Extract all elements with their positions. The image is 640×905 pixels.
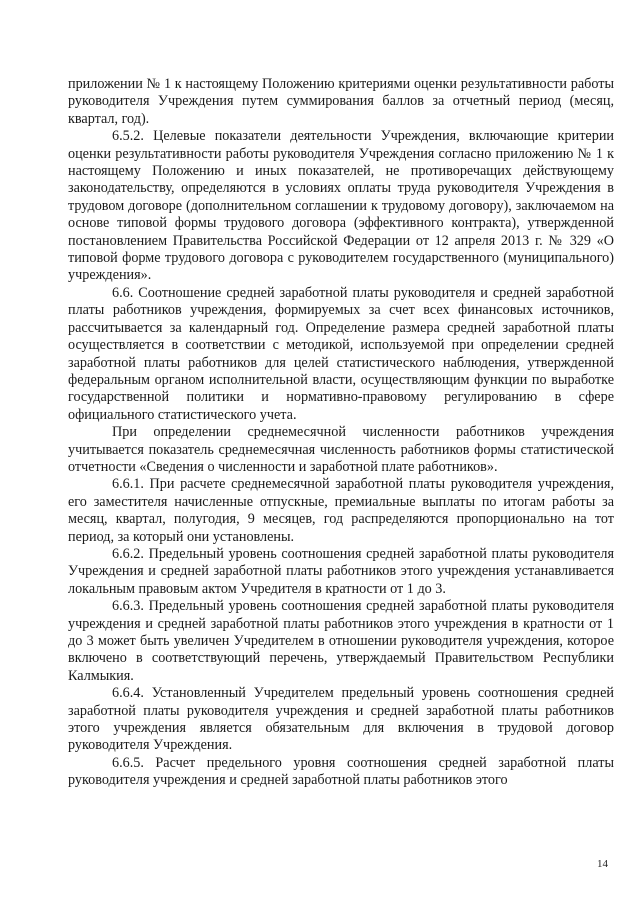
page-number: 14 (597, 858, 608, 870)
paragraph-6-6: 6.6. Соотношение средней заработной платы руководителя и средней заработной платы работников учреждения, формируемых за счет всех финансовых источников, рассчитывается за календарный год. Определение размера средней заработной платы осуществляется в соответствии с методикой, используемой при определении средней заработной платы работников для целей статистического наблюдения, утвержденной федеральным органом исполнительной власти, осуществляющим функции по выработке государственной политики и нормативно-правовому регулированию в сфере официального статистического учета. (68, 284, 614, 423)
paragraph-6-6-5: 6.6.5. Расчет предельного уровня соотношения средней заработной платы руководителя учреждения и средней заработной платы работников этого (68, 754, 614, 789)
paragraph-6-6-2: 6.6.2. Предельный уровень соотношения средней заработной платы руководителя Учреждения и средней заработной платы работников этого учреждения устанавливается локальным правовым актом Учредителя в кратности от 1 до 3. (68, 545, 614, 597)
document-body (68, 76, 614, 790)
paragraph-continuation: приложении № 1 к настоящему Положению критериями оценки результативности работы руководителя Учреждения путем суммирования баллов за отчетный период (месяц, квартал, год). (68, 76, 614, 127)
paragraph-headcount: При определении среднемесячной численности работников учреждения учитывается показатель среднемесячная численность работников формы статистической отчетности «Сведения о численности и заработной плате работников». (68, 424, 614, 475)
paragraph-6-6-4: 6.6.4. Установленный Учредителем предельный уровень соотношения средней заработной платы руководителя учреждения и средней заработной платы работников этого учреждения является обязательным для включения в трудовой договор руководителя Учреждения. (68, 685, 614, 754)
paragraph-6-6-3: 6.6.3. Предельный уровень соотношения средней заработной платы руководителя учреждения и средней заработной платы работников этого учреждения в кратности от 1 до 3 может быть увеличен Учредителем в отношении руководителя учреждения, которое включено в соответствующий перечень, утверждаемый Правительством Республики Калмыкия. (68, 598, 614, 684)
paragraph-6-5-2: 6.5.2. Целевые показатели деятельности Учреждения, включающие критерии оценки результативности работы руководителя Учреждения согласно приложению № 1 к настоящему Положению и иных показателей, не противоречащих действующему законодательству, определяются в условиях оплаты труда руководителя Учреждения в трудовом договоре (дополнительном соглашении к трудовому договору), заключаемом на основе типовой формы трудового договора (эффективного контракта), утвержденной постановлением Правительства Российской Федерации от 12 апреля 2013 г. № 329 «О типовой форме трудового договора с руководителем государственного (муниципального) учреждения». (68, 128, 614, 284)
paragraph-6-6-1: 6.6.1. При расчете среднемесячной заработной платы руководителя учреждения, его заместителя начисленные отпускные, премиальные выплаты по итогам работы за месяц, квартал, полугодия, 9 месяцев, год распределяются пропорционально на тот период, за который они установлены. (68, 476, 614, 545)
